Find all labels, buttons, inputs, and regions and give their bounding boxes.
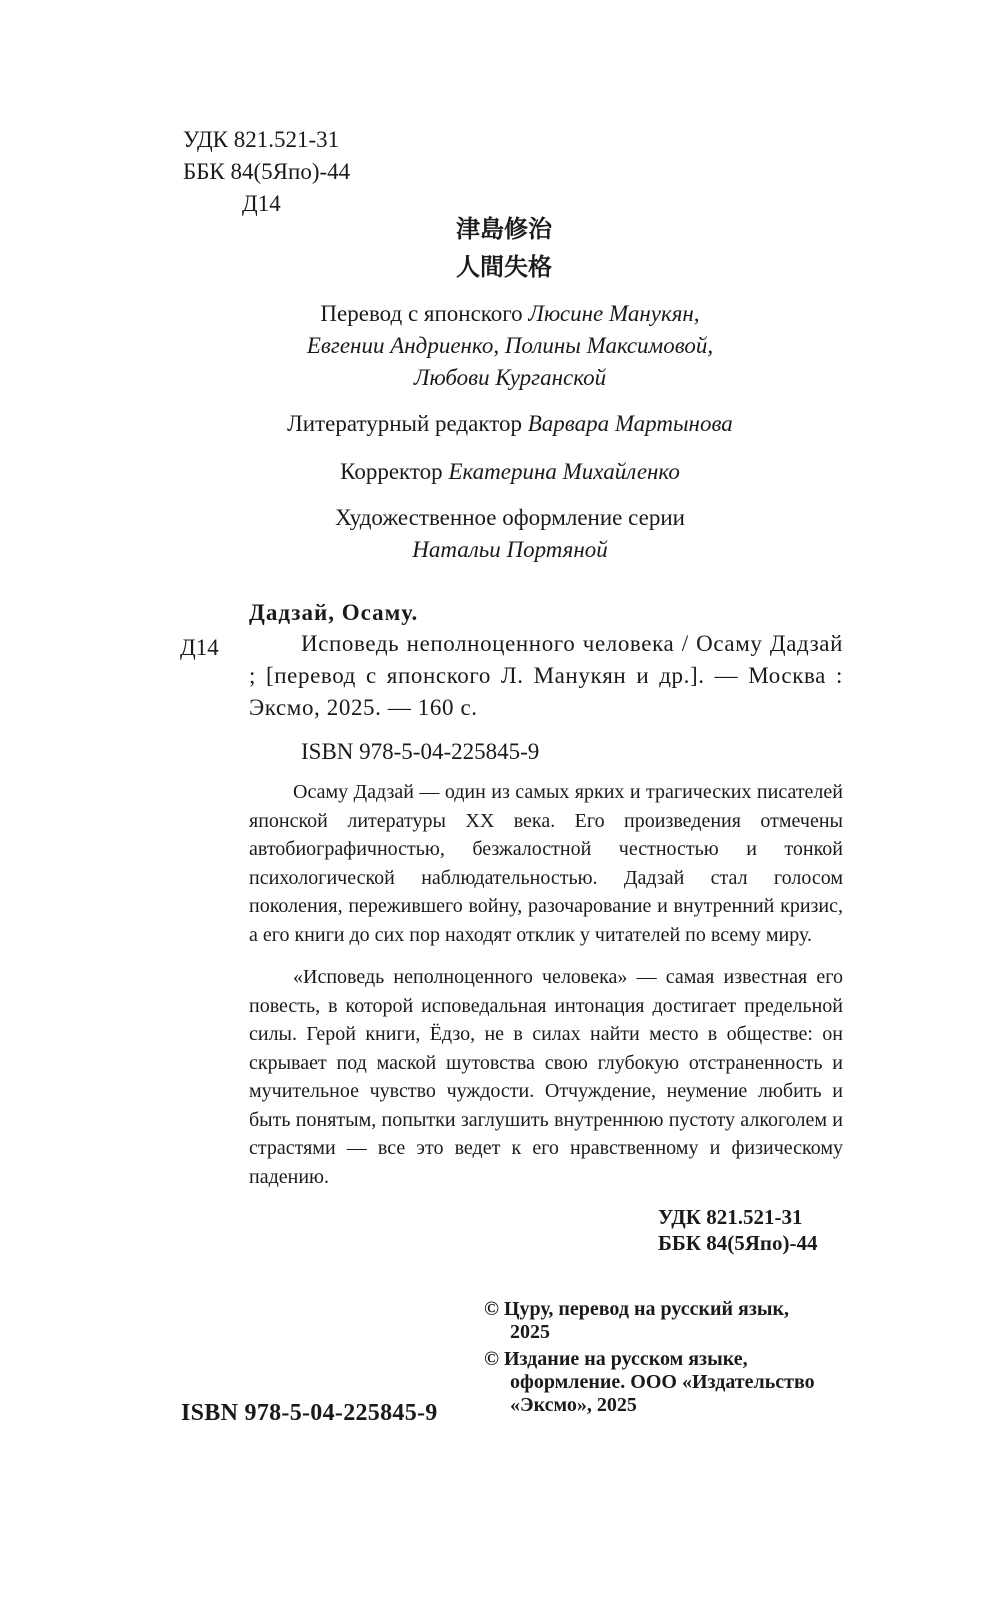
editor-role: Литературный редактор [287,411,528,436]
translator-names-2: Евгении Андриенко, Полины Максимовой, [306,333,714,358]
entry-mark: Д14 [180,635,219,660]
bbk-code: ББК 84(5Япо)-44 [183,159,351,184]
translator-name-1: Люсине Манукян, [528,301,700,326]
translation-credit [210,298,810,394]
series-designer: Натальи Портяной [412,537,608,562]
annotation [249,778,843,1191]
footer-bbk-code: ББК 84(5Япо)-44 [658,1231,818,1255]
series-design-credit [210,502,810,566]
copyright-edition-line-3: «Эксмо», 2025 [510,1394,637,1416]
annotation-paragraph-2: «Исповедь неполноценного человека» — самая известная его повесть, в которой исповедальная интонация достигает предельной силы. Герой книги, Ёдзо, не в силах найти место в обществе: он скрывает под маской шутовства свою глубокую отстраненность и мучительное чувство чуждости. Отчуждение, неумение любить и быть понятым, попытки заглушить внутреннюю пустоту алкоголем и страстями — все это ведет к его нравственному и физическому падению. [249,966,843,1188]
editor-credit [210,408,810,440]
annotation-paragraph-1: Осаму Дадзай — один из самых ярких и трагических писателей японской литературы XX века. Его произведения отмечены автобиографичностью, безжалостной честностью и тонкой психологической наблюдательностью. Дадзай стал голосом поколения, пережившего войну, разочарование и внутренний кризис, а его книги до сих пор находят отклик у читателей по всему миру. [249,781,843,946]
entry-body: Исповедь неполноценного человека / Осаму Дадзай ; [перевод с японского Л. Манукян и др.]. — Москва : Эксмо, 2025. — 160 с. [249,631,843,720]
copyright-edition [484,1348,815,1417]
footer-udk-code: УДК 821.521-31 [658,1205,803,1229]
translation-line-1 [210,298,810,330]
series-design-role: Художественное оформление серии [335,505,685,530]
translation-prefix: Перевод с японского [320,301,529,326]
copyright-translation-line-1: © Цуру, перевод на русский язык, [484,1298,790,1320]
footer-isbn: ISBN 978-5-04-225845-9 [181,1400,438,1426]
copyright-translation-line-2: 2025 [510,1321,550,1343]
copyright-translation [484,1298,789,1344]
translation-line-2 [210,330,810,362]
entry-heading: Дадзай, Осаму. [249,600,419,625]
copyright-edition-line-2: оформление. ООО «Издательство [510,1371,815,1393]
translator-names-3: Любови Курганской [413,365,607,390]
proofreader-role: Корректор [340,459,449,484]
proofreader-credit [210,456,810,488]
udk-code: УДК 821.521-31 [183,127,340,152]
translation-line-3 [210,362,810,394]
editor-name: Варвара Мартынова [527,411,733,436]
original-title-jp: 人間失格 [456,253,552,281]
author-mark: Д14 [242,191,281,216]
series-design-name [210,534,810,566]
proofreader-name: Екатерина Михайленко [448,459,680,484]
original-author-jp: 津島修治 [456,215,552,243]
entry-isbn: ISBN 978-5-04-225845-9 [301,739,540,764]
copyright-edition-line-1: © Издание на русском языке, [484,1348,748,1370]
